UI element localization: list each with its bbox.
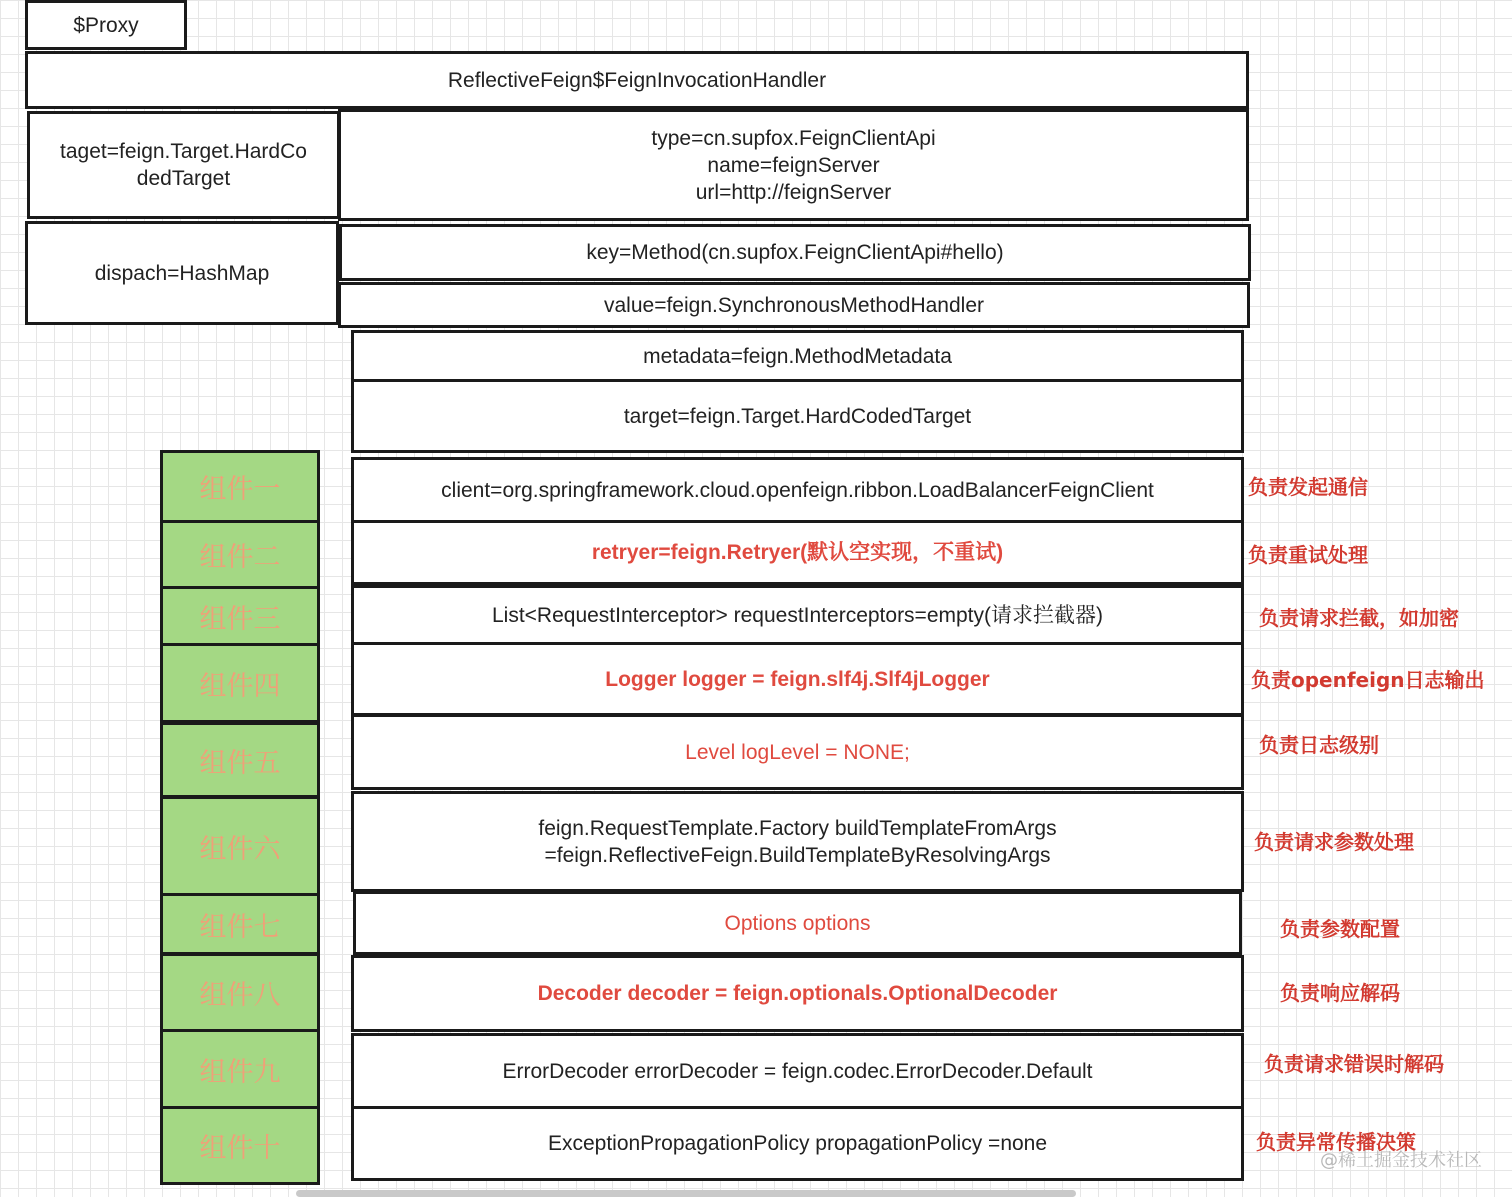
horizontal-scrollbar[interactable] bbox=[296, 1190, 1076, 1197]
target-details-box: type=cn.supfox.FeignClientApi name=feignServer url=http://feignServer bbox=[338, 109, 1249, 221]
handler-target-box: target=feign.Target.HardCodedTarget bbox=[351, 379, 1244, 453]
component-label: 组件二 bbox=[160, 520, 320, 589]
component-field-box: client=org.springframework.cloud.openfeign.ribbon.LoadBalancerFeignClient bbox=[351, 457, 1244, 523]
component-field-box: ExceptionPropagationPolicy propagationPolicy =none bbox=[351, 1106, 1244, 1181]
component-note: 负责openfeign日志输出 bbox=[1251, 668, 1485, 692]
component-label: 组件八 bbox=[160, 953, 320, 1032]
component-note: 负责请求参数处理 bbox=[1254, 830, 1414, 854]
dispatch-box: dispach=HashMap bbox=[25, 221, 339, 325]
component-field-box: retryer=feign.Retryer(默认空实现，不重试) bbox=[351, 520, 1244, 585]
component-field-box: ErrorDecoder errorDecoder = feign.codec.ErrorDecoder.Default bbox=[351, 1033, 1244, 1110]
component-label: 组件五 bbox=[160, 722, 320, 798]
component-note: 负责请求拦截，如加密 bbox=[1259, 606, 1459, 630]
component-label: 组件六 bbox=[160, 796, 320, 897]
component-label: 组件一 bbox=[160, 450, 320, 523]
dispatch-value-box: value=feign.SynchronousMethodHandler bbox=[338, 282, 1250, 328]
invocation-handler-box: ReflectiveFeign$FeignInvocationHandler bbox=[25, 51, 1249, 109]
component-label: 组件九 bbox=[160, 1029, 320, 1109]
component-note: 负责重试处理 bbox=[1248, 543, 1368, 567]
component-label: 组件四 bbox=[160, 643, 320, 723]
component-note: 负责响应解码 bbox=[1280, 981, 1400, 1005]
component-field-box: Options options bbox=[353, 891, 1242, 955]
component-field-box: Level logLevel = NONE; bbox=[351, 714, 1244, 790]
component-field-box: Logger logger = feign.slf4j.Slf4jLogger bbox=[351, 642, 1244, 716]
component-note: 负责异常传播决策 bbox=[1256, 1130, 1416, 1154]
proxy-box: $Proxy bbox=[25, 0, 187, 50]
component-note: 负责请求错误时解码 bbox=[1264, 1052, 1444, 1076]
component-note: 负责日志级别 bbox=[1259, 733, 1379, 757]
watermark: @稀土掘金技术社区 bbox=[1320, 1150, 1482, 1171]
target-box: taget=feign.Target.HardCo dedTarget bbox=[27, 111, 340, 219]
dispatch-key-box: key=Method(cn.supfox.FeignClientApi#hello) bbox=[339, 224, 1251, 281]
component-note: 负责参数配置 bbox=[1280, 917, 1400, 941]
component-field-box: List<RequestInterceptor> requestInterceptors=empty(请求拦截器) bbox=[351, 585, 1244, 645]
component-field-box: feign.RequestTemplate.Factory buildTemplateFromArgs =feign.ReflectiveFeign.BuildTemplateByResolvingArgs bbox=[351, 791, 1244, 892]
component-field-box: Decoder decoder = feign.optionals.OptionalDecoder bbox=[351, 955, 1244, 1032]
component-label: 组件三 bbox=[160, 586, 320, 646]
component-label: 组件十 bbox=[160, 1106, 320, 1185]
metadata-box: metadata=feign.MethodMetadata bbox=[351, 330, 1244, 382]
component-label: 组件七 bbox=[160, 893, 320, 955]
component-note: 负责发起通信 bbox=[1248, 475, 1368, 499]
